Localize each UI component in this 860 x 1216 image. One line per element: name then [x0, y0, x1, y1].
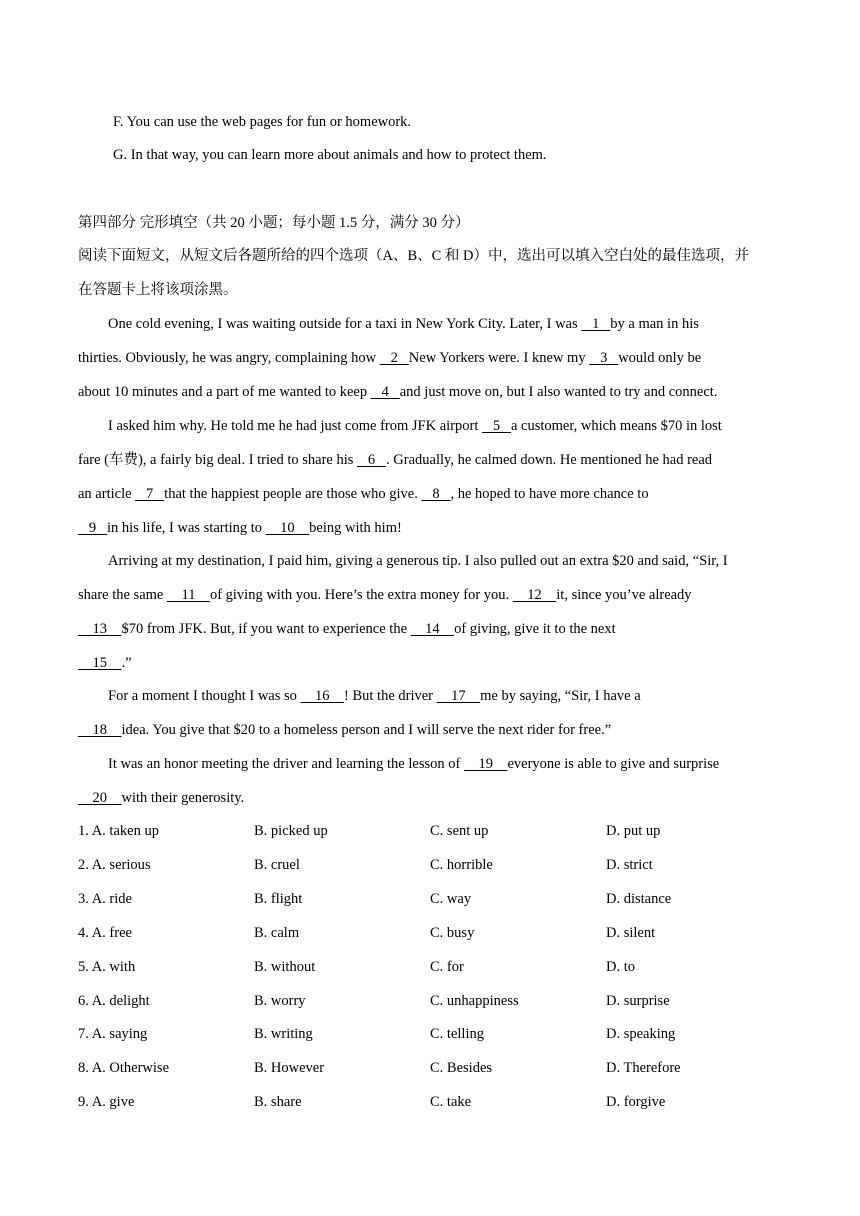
- intro-option-g: G. In that way, you can learn more about animals and how to protect them.: [113, 147, 547, 163]
- passage-text: that the happiest people are those who give.: [164, 486, 422, 502]
- option-d: D. silent: [606, 925, 656, 941]
- passage-line: [78, 585, 692, 605]
- intro-option-f: F. You can use the web pages for fun or homework.: [113, 114, 412, 130]
- blank: 2: [379, 350, 409, 366]
- blank: 19: [463, 756, 508, 772]
- question-row: [78, 957, 798, 977]
- blank: 13: [78, 621, 122, 637]
- passage-text: fare (车费), a fairly big deal. I tried to share his: [78, 452, 358, 468]
- blank: 10: [265, 520, 310, 536]
- passage-line: [108, 754, 719, 774]
- passage-text: . Gradually, he calmed down. He mentioned he had read: [386, 452, 713, 468]
- option-a: 7. A. saying: [78, 1026, 148, 1042]
- blank: 6: [357, 452, 387, 468]
- passage-text: For a moment I thought I was so: [108, 688, 301, 704]
- option-a: 8. A. Otherwise: [78, 1060, 170, 1076]
- passage-text: it, since you’ve already: [556, 587, 692, 603]
- passage-text: I asked him why. He told me he had just come from JFK airport: [108, 418, 482, 434]
- passage-text: idea. You give that $20 to a homeless person and I will serve the next rider for free.”: [121, 722, 612, 738]
- option-a: 1. A. taken up: [78, 823, 159, 839]
- option-c: C. unhappiness: [430, 993, 519, 1009]
- passage-text: me by saying, “Sir, I have a: [480, 688, 641, 704]
- blank: 20: [78, 790, 122, 806]
- blank: 15: [78, 655, 122, 671]
- option-a: 9. A. give: [78, 1094, 135, 1110]
- blank: 3: [589, 350, 619, 366]
- option-d: D. distance: [606, 891, 672, 907]
- option-c: C. sent up: [430, 823, 489, 839]
- question-row: [78, 991, 798, 1011]
- blank: 7: [135, 486, 165, 502]
- option-d: D. Therefore: [606, 1060, 681, 1076]
- passage-line: [78, 788, 244, 808]
- option-a: 4. A. free: [78, 925, 132, 941]
- passage-text: of giving with you. Here’s the extra money for you.: [209, 587, 513, 603]
- passage-text: with their generosity.: [121, 790, 245, 806]
- option-d: D. speaking: [606, 1026, 676, 1042]
- passage-line: [108, 314, 699, 334]
- question-row: [78, 1058, 798, 1078]
- passage-text: would only be: [618, 350, 702, 366]
- blank: 18: [78, 722, 122, 738]
- passage-text: thirties. Obviously, he was angry, complaining how: [78, 350, 380, 366]
- option-d: D. surprise: [606, 993, 670, 1009]
- option-a: 5. A. with: [78, 959, 136, 975]
- passage-text: , he hoped to have more chance to: [450, 486, 649, 502]
- passage-text: by a man in his: [610, 316, 699, 332]
- passage-text: a customer, which means $70 in lost: [510, 418, 722, 434]
- option-d: D. to: [606, 959, 635, 975]
- passage-text: and just move on, but I also wanted to try and connect.: [399, 384, 718, 400]
- passage-line: [108, 416, 722, 436]
- passage-line: [108, 551, 728, 571]
- passage-text: One cold evening, I was waiting outside for a taxi in New York City. Later, I was: [108, 316, 582, 332]
- option-c: C. horrible: [430, 857, 493, 873]
- passage-text: share the same: [78, 587, 167, 603]
- question-row: [78, 821, 798, 841]
- option-b: B. writing: [254, 1026, 313, 1042]
- option-d: D. forgive: [606, 1094, 666, 1110]
- option-b: B. However: [254, 1060, 325, 1076]
- passage-line: [78, 484, 649, 504]
- option-b: B. share: [254, 1094, 302, 1110]
- option-b: B. picked up: [254, 823, 328, 839]
- question-row: [78, 923, 798, 943]
- passage-text: .”: [121, 655, 132, 671]
- blank: 5: [481, 418, 511, 434]
- passage-line: [78, 619, 616, 639]
- blank: 16: [300, 688, 345, 704]
- option-d: D. strict: [606, 857, 653, 873]
- question-row: [78, 889, 798, 909]
- passage-text: Arriving at my destination, I paid him, giving a generous tip. I also pulled out an extra $20 and said, “Sir, I: [108, 553, 728, 569]
- option-c: C. telling: [430, 1026, 484, 1042]
- passage-text: an article: [78, 486, 136, 502]
- passage-text: $70 from JFK. But, if you want to experience the: [121, 621, 411, 637]
- question-row: [78, 1092, 798, 1112]
- option-c: C. busy: [430, 925, 475, 941]
- question-row: [78, 1024, 798, 1044]
- passage-text: in his life, I was starting to: [107, 520, 266, 536]
- passage-line: [78, 518, 402, 538]
- option-b: B. calm: [254, 925, 300, 941]
- option-a: 6. A. delight: [78, 993, 150, 1009]
- blank: 11: [166, 587, 210, 603]
- passage-line: [78, 720, 611, 740]
- blank: 9: [78, 520, 107, 536]
- option-b: B. without: [254, 959, 316, 975]
- passage-line: [78, 450, 712, 470]
- passage-text: New Yorkers were. I knew my: [408, 350, 590, 366]
- passage-text: of giving, give it to the next: [454, 621, 616, 637]
- blank: 17: [436, 688, 481, 704]
- option-b: B. worry: [254, 993, 306, 1009]
- option-c: C. for: [430, 959, 464, 975]
- passage-text: ! But the driver: [344, 688, 437, 704]
- option-a: 2. A. serious: [78, 857, 151, 873]
- blank: 12: [512, 587, 557, 603]
- passage-line: [78, 382, 717, 402]
- option-c: C. Besides: [430, 1060, 493, 1076]
- question-row: [78, 855, 798, 875]
- section-instruction: 在答题卡上将该项涂黑。: [78, 282, 238, 298]
- section-title: 第四部分 完形填空（共 20 小题；每小题 1.5 分，满分 30 分）: [78, 215, 470, 231]
- blank: 4: [370, 384, 400, 400]
- section-instruction: 阅读下面短文，从短文后各题所给的四个选项（A、B、C 和 D）中，选出可以填入空白处的最佳选项，并: [78, 248, 750, 264]
- option-a: 3. A. ride: [78, 891, 132, 907]
- passage-text: about 10 minutes and a part of me wanted to keep: [78, 384, 371, 400]
- option-c: C. way: [430, 891, 472, 907]
- passage-line: [108, 686, 641, 706]
- passage-text: being with him!: [309, 520, 402, 536]
- option-d: D. put up: [606, 823, 661, 839]
- passage-text: It was an honor meeting the driver and learning the lesson of: [108, 756, 464, 772]
- blank: 8: [421, 486, 451, 502]
- option-c: C. take: [430, 1094, 472, 1110]
- passage-text: everyone is able to give and surprise: [507, 756, 720, 772]
- blank: 14: [410, 621, 455, 637]
- option-b: B. flight: [254, 891, 303, 907]
- passage-line: [78, 653, 132, 673]
- blank: 1: [581, 316, 611, 332]
- passage-line: [78, 348, 701, 368]
- option-b: B. cruel: [254, 857, 300, 873]
